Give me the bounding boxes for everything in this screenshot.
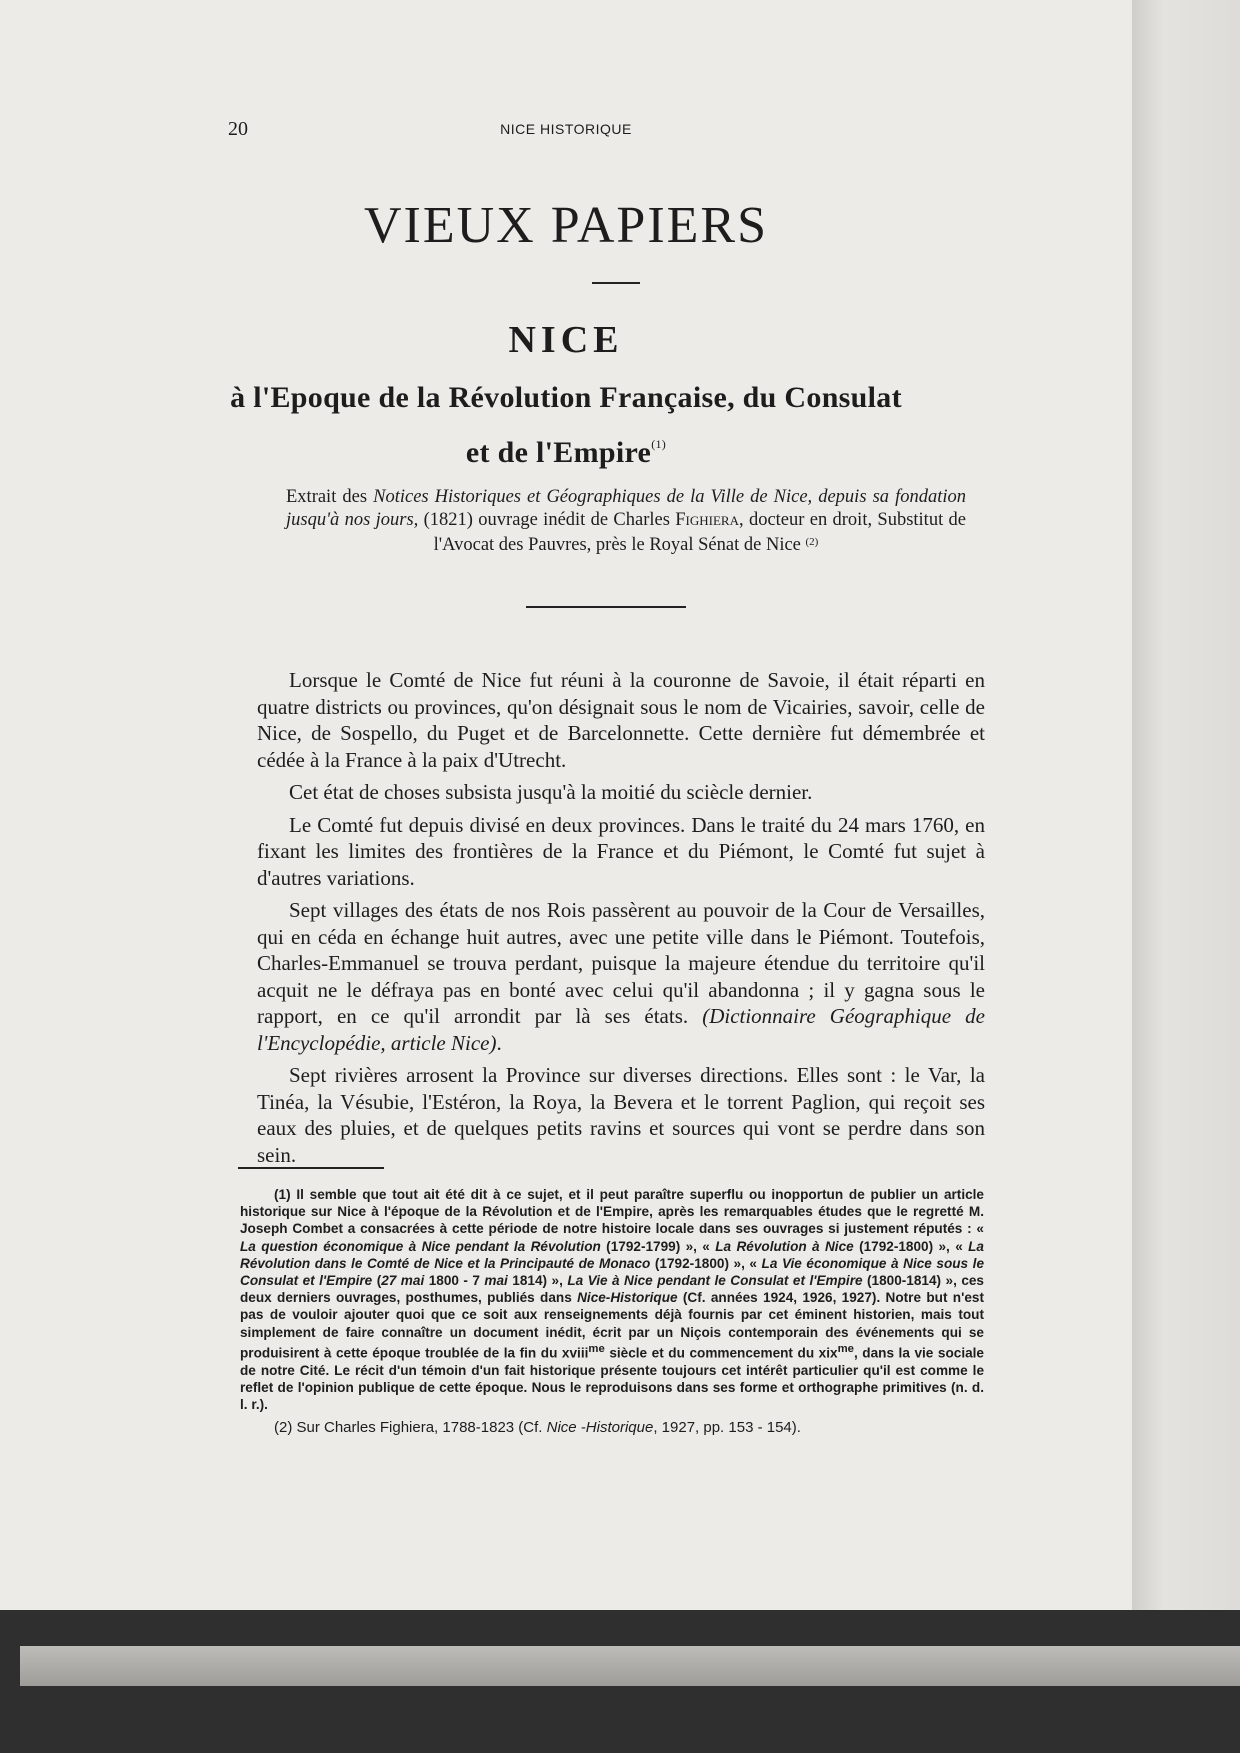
extract-source-title: Notices Historiques et Géographiques de la Ville de Nice, depuis sa fondation jusqu'à nos jours, xyxy=(286,487,966,530)
fn1-italic-5: 27 mai xyxy=(381,1273,425,1289)
title-rule xyxy=(592,282,640,284)
fn1-text-k: siècle et du commencement du xix xyxy=(604,1345,838,1361)
footnote-ref-2: (2) xyxy=(805,536,819,548)
paragraph-4-end: . xyxy=(496,1030,502,1055)
page-header xyxy=(0,118,1132,142)
fn2-text-a: (2) Sur Charles Fighiera, 1788-1823 (Cf. xyxy=(274,1419,547,1437)
fn1-italic-1: La question économique à Nice pendant la Révolution xyxy=(240,1238,601,1254)
extract-note xyxy=(286,486,966,557)
fn1-text-l: , dans la vie sociale de notre Cité. Le récit d'un témoin d'un fait historique présente toujours cet intérêt particulier qu'il est comme le reflet de l'opinion publique de cette époque. Nous le reproduisons dans ses forme et orthographe primitives (n. d. l. r.). xyxy=(240,1345,984,1412)
fn1-text-b: (1792-1799) », « xyxy=(600,1238,716,1254)
extract-part-3: , docteur en droit, Substitut de l'Avocat des Pauvres, près le Royal Sénat de Nice xyxy=(433,509,966,555)
fn2-text-b: , 1927, pp. 153 - 154). xyxy=(653,1419,801,1437)
section-rule xyxy=(526,606,686,608)
fn1-italic-2: La Révolution à Nice xyxy=(715,1238,854,1254)
article-title: VIEUX PAPIERS xyxy=(363,197,769,254)
fn1-italic-7: La Vie à Nice pendant le Consulat et l'Empire xyxy=(567,1273,863,1289)
fn1-text-g: 1814) », xyxy=(507,1273,568,1289)
subtitle-line-2-text: et de l'Empire xyxy=(465,436,652,469)
extract-part-2: (1821) ouvrage inédit de Charles xyxy=(418,509,676,530)
paragraph-3: Le Comté fut depuis divisé en deux provinces. Dans le traité du 24 mars 1760, en fixant les limites des frontières de la France et du Piémont, le Comté fut sujet à d'autres variations. xyxy=(257,812,985,890)
fn1-text-c: (1792-1800) », « xyxy=(853,1238,969,1254)
subtitle-line-1: à l'Epoque de la Révolution Française, du Consulat xyxy=(230,381,902,414)
footnote-ref-1: (1) xyxy=(651,437,667,451)
fn1-text-e: ( xyxy=(372,1273,382,1289)
fn1-italic-6: mai xyxy=(484,1273,508,1289)
body-text xyxy=(257,667,985,1174)
paragraph-4-text: Sept villages des états de nos Rois passèrent au pouvoir de la Cour de Versailles, qui en céda en échange huit autres, avec une petite ville dans le Piémont. Toutefois, Charles-Emmanuel se trouva perdant, puisque la majeure étendue du territoire qu'il acquit ne le défraya pas en bonté avec celui qu'il abandonna ; il y gagna sous le rapport, en ce qu'il arrondit par là ses états. xyxy=(257,898,985,1028)
fn2-italic: Nice -Historique xyxy=(546,1419,654,1437)
fn1-text-d: (1792-1800) », « xyxy=(650,1255,762,1271)
extract-author: Fighiera xyxy=(675,509,739,530)
paragraph-5: Sept rivières arrosent la Province sur diverses directions. Elles sont : le Var, la Tinéa, la Vésubie, l'Estéron, la Roya, la Bevera et le torrent Paglion, qui reçoit ses eaux des pluies, et de quelques petits ravins et sources qui vont se perdre dans son sein. xyxy=(257,1063,985,1167)
footnote-1 xyxy=(240,1186,984,1413)
fn1-text-j: (Cf. années 1924, 1926, 1927). Notre but n'est pas de vouloir ajouter quoi que ce soit aux renseignements déjà fournis par cet éminent historien, mais tout simplement de faire connaître un document inédit, écrit par un Niçois contemporain des événements qui se produisirent à cette époque troublée de la fin du xviii xyxy=(240,1290,984,1361)
footnote-rule xyxy=(238,1167,384,1169)
paragraph-2: Cet état de choses subsista jusqu'à la moitié du sciècle dernier. xyxy=(289,780,813,804)
fn1-italic-4: La Vie économique à Nice sous le Consulat et l'Empire xyxy=(240,1255,985,1289)
subtitle-nice: NICE xyxy=(508,319,624,361)
paragraph-1: Lorsque le Comté de Nice fut réuni à la couronne de Savoie, il était réparti en quatre districts ou provinces, qu'on désignait sous le nom de Vicairies, savoir, celle de Nice, de Sospello, du Puget et de Barcelonnette. Cette dernière fut démembrée et cédée à la France à la paix d'Utrecht. xyxy=(257,668,985,772)
fn1-italic-3: La Révolution dans le Comté de Nice et la Principauté de Monaco xyxy=(240,1238,984,1271)
fn1-italic-8: Nice-Historique xyxy=(577,1290,678,1306)
subtitle-line-2 xyxy=(0,436,1132,470)
page-edge xyxy=(1132,0,1240,1610)
footnote-2 xyxy=(240,1419,984,1436)
fn1-text-a: (1) Il semble que tout ait été dit à ce sujet, et il peut paraître superflu ou inopportun de publier un article historique sur Nice à l'époque de la Révolution et de l'Empire, après les remarquables études que le regretté M. Joseph Combet a consacrées à cette période de notre histoire locale dans ses ouvrages si justement réputés : « xyxy=(240,1187,984,1237)
fn1-sup-1: me xyxy=(588,1342,605,1355)
page-number: 20 xyxy=(228,118,248,140)
paragraph-4-citation: (Dictionnaire Géographique de l'Encyclopédie, article Nice) xyxy=(257,1004,985,1055)
fn1-sup-2: me xyxy=(837,1342,854,1355)
scan-strip xyxy=(20,1646,1240,1686)
fn1-text-f: 1800 - 7 xyxy=(424,1273,485,1289)
extract-part-1: Extrait des xyxy=(286,487,374,507)
running-head: NICE HISTORIQUE xyxy=(500,121,632,137)
paragraph-4 xyxy=(257,897,985,1056)
footnotes xyxy=(240,1186,984,1442)
fn1-text-h: (1800-1814) », ces deux derniers ouvrages, posthumes, publiés dans xyxy=(240,1273,984,1306)
